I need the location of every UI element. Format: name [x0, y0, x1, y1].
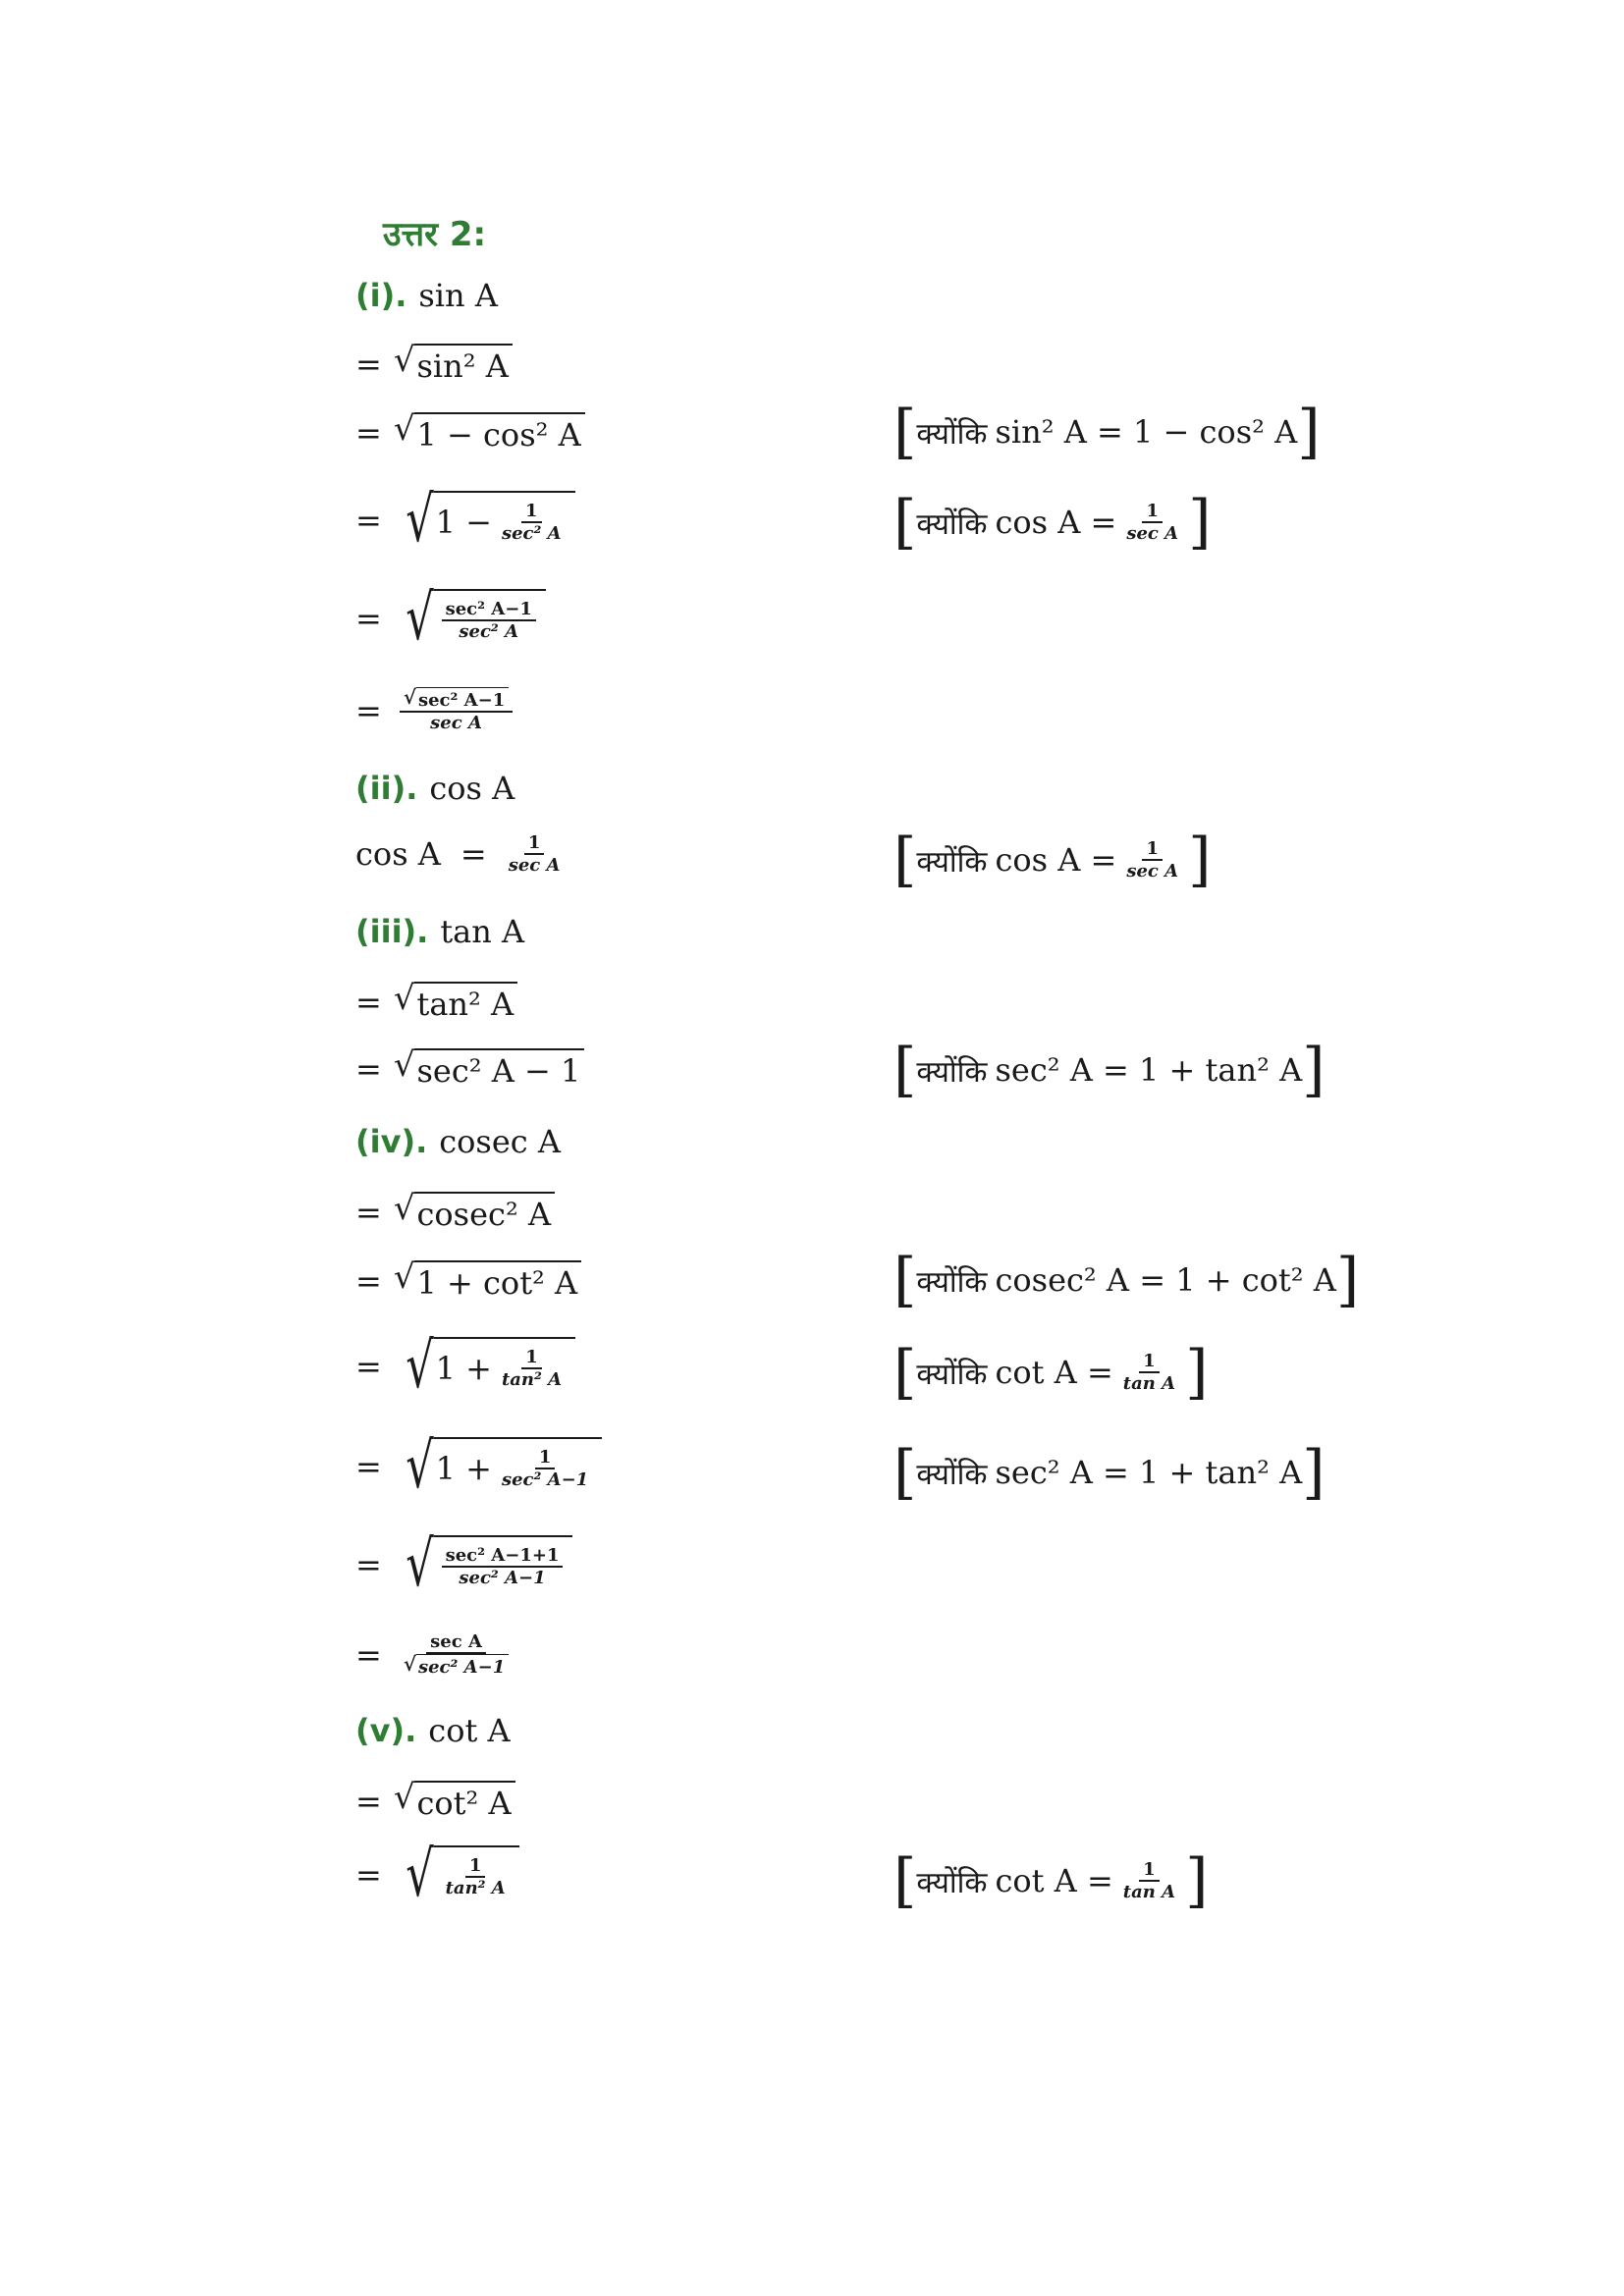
equals-sign: = — [355, 1856, 382, 1895]
reason-word: क्योंकि — [916, 1264, 988, 1300]
step — [355, 1631, 518, 1678]
fraction: $\frac{1}{\text{sec² A}}$ — [501, 501, 562, 545]
square-root: √ $\frac{\text{sec² A−1+1}}{\text{sec² A−1}}$ — [394, 1535, 573, 1595]
fraction: $\frac{1}{\text{tan² A}}$ — [445, 1855, 506, 1899]
equals-sign: = — [355, 1546, 382, 1584]
reason-word: क्योंकि — [916, 1865, 988, 1900]
part-label: (i). — [355, 277, 407, 314]
reason-word: क्योंकि — [916, 1357, 988, 1392]
equals-sign: = — [355, 502, 382, 540]
step — [355, 1257, 581, 1302]
square-root: √ sin² A — [394, 344, 513, 385]
square-root: √ 1 + cot² A — [394, 1260, 581, 1302]
square-root: √ 1 + $\frac{1}{\text{tan² A}}$ — [394, 1337, 575, 1397]
step — [355, 582, 546, 655]
fraction: sec A √ sec² A−1 — [400, 1631, 513, 1678]
part-title: cot A — [428, 1712, 511, 1749]
step — [355, 687, 518, 733]
reason-note: [ क्योंकि sec² A = 1 + tan² A ] — [893, 1438, 1326, 1507]
square-root: √ tan² A — [394, 982, 517, 1023]
step — [355, 1778, 515, 1822]
reason-math: cos A = $\frac{1}{\text{sec A}}$ — [995, 501, 1179, 544]
reason-word: क्योंकि — [916, 416, 988, 452]
reason-math: cot A = $\frac{1}{\text{tan A}}$ — [995, 1351, 1176, 1394]
reason-word: क्योंकि — [916, 1054, 988, 1090]
reason-word: क्योंकि — [916, 1457, 988, 1492]
equals-sign: = — [355, 414, 382, 452]
part-title: tan A — [440, 913, 525, 950]
part-iii-title — [355, 913, 524, 950]
reason-note: [ क्योंकि cot A = $\frac{1}{\text{tan A}}$ ] — [893, 1846, 1209, 1915]
square-root: √ cot² A — [394, 1781, 515, 1822]
reason-note: [ क्योंकि sin² A = 1 − cos² A ] — [893, 398, 1321, 466]
equals-sign: = — [460, 835, 487, 873]
reason-math: sec² A = 1 + tan² A — [995, 1454, 1303, 1491]
square-root: √ 1 + $\frac{1}{\text{sec² A−1}}$ — [394, 1437, 602, 1497]
part-title: cos A — [429, 770, 515, 807]
part-iv-title — [355, 1123, 561, 1160]
fraction: $\frac{1}{\text{tan² A}}$ — [501, 1347, 563, 1391]
reason-note: [ क्योंकि sec² A = 1 + tan² A ] — [893, 1036, 1326, 1104]
equals-sign: = — [355, 1448, 382, 1486]
step — [355, 1045, 584, 1090]
part-i-title — [355, 277, 498, 314]
equals-sign: = — [355, 691, 382, 729]
equals-sign: = — [355, 984, 382, 1021]
part-ii-title — [355, 770, 514, 807]
equals-sign: = — [355, 346, 382, 383]
equals-sign: = — [355, 1348, 382, 1386]
square-root: √ $\frac{1}{\text{tan² A}}$ — [394, 1845, 519, 1905]
reason-word: क्योंकि — [916, 844, 988, 880]
part-label: (v). — [355, 1712, 417, 1749]
equals-sign: = — [355, 1262, 382, 1300]
answer-heading: उत्तर 2: — [383, 215, 487, 254]
part-label: (ii). — [355, 770, 418, 807]
reason-math: sec² A = 1 + tan² A — [995, 1051, 1303, 1089]
fraction: √ sec² A−1 sec A — [400, 687, 513, 733]
step — [355, 979, 517, 1023]
step — [355, 1189, 555, 1233]
part-label: (iv). — [355, 1123, 428, 1160]
part-label: (iii). — [355, 913, 429, 950]
equals-sign: = — [355, 1783, 382, 1820]
equals-sign: = — [355, 600, 382, 638]
fraction: $\frac{\text{sec² A−1}}{\text{sec² A}}$ — [442, 599, 536, 642]
square-root: √ sec² A − 1 — [394, 1048, 585, 1090]
square-root: √ 1 − $\frac{1}{\text{sec² A}}$ — [394, 491, 575, 551]
step: cos A = $\frac{1}{\text{sec A}}$ — [355, 832, 569, 876]
equals-sign: = — [355, 1635, 382, 1674]
part-title: sin A — [418, 277, 498, 314]
reason-note: [ क्योंकि cos A = $\frac{1}{\text{sec A}}$ ] — [893, 488, 1212, 557]
square-root: √ $\frac{\text{sec² A−1}}{\text{sec² A}}$ — [394, 589, 546, 649]
reason-word: क्योंकि — [916, 507, 988, 542]
step — [355, 409, 585, 454]
fraction: $\frac{\text{sec² A−1+1}}{\text{sec² A−1}}$ — [442, 1545, 564, 1588]
step — [355, 1330, 575, 1403]
equals-sign: = — [355, 1194, 382, 1231]
reason-note: [ क्योंकि cosec² A = 1 + cot² A ] — [893, 1246, 1360, 1314]
reason-note: [ क्योंकि cos A = $\frac{1}{\text{sec A}}$ ] — [893, 826, 1212, 894]
square-root: √ cosec² A — [394, 1192, 555, 1233]
reason-math: cot A = $\frac{1}{\text{tan A}}$ — [995, 1859, 1176, 1902]
step — [355, 341, 513, 385]
step — [355, 1528, 572, 1601]
reason-math: cos A = $\frac{1}{\text{sec A}}$ — [995, 838, 1179, 881]
part-title: cosec A — [439, 1123, 561, 1160]
equals-sign: = — [355, 1050, 382, 1088]
step — [355, 1839, 519, 1911]
fraction: $\frac{1}{\text{sec² A−1}}$ — [501, 1447, 589, 1491]
square-root: √ 1 − cos² A — [394, 412, 585, 454]
reason-math: cosec² A = 1 + cot² A — [995, 1261, 1336, 1299]
step — [355, 1430, 602, 1503]
fraction: $\frac{1}{\text{sec A}}$ — [508, 832, 561, 876]
step — [355, 484, 575, 557]
part-v-title — [355, 1712, 511, 1749]
reason-note: [ क्योंकि cot A = $\frac{1}{\text{tan A}}$ ] — [893, 1338, 1209, 1407]
reason-math: sin² A = 1 − cos² A — [995, 413, 1298, 451]
